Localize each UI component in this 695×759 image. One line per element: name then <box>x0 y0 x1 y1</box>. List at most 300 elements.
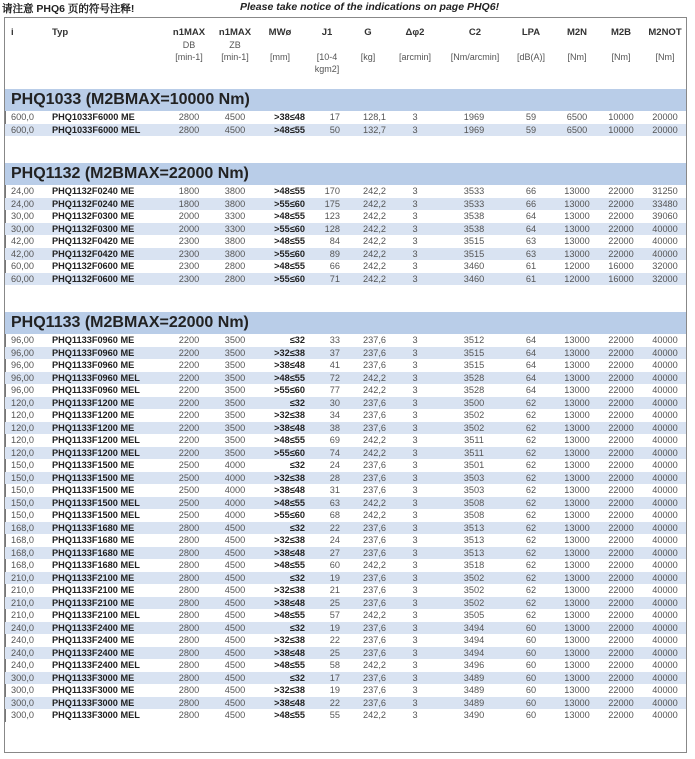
cell-g: 237,6 <box>363 485 386 495</box>
table-row <box>5 684 686 697</box>
table-row <box>5 372 686 385</box>
cell-g: 242,2 <box>363 560 386 570</box>
column-header-i <box>11 27 31 51</box>
cell-lpa: 62 <box>525 497 537 508</box>
cell-mw: >32≤38 <box>274 472 305 483</box>
table-row <box>5 659 686 672</box>
cell-dphi: 3 <box>412 261 418 271</box>
cell-mw: >32≤38 <box>274 685 305 695</box>
cell-zb: 4500 <box>224 522 246 533</box>
cell-c2: 3533 <box>463 198 485 209</box>
column-title: LPA <box>521 27 541 38</box>
cell-zb: 4500 <box>224 622 246 633</box>
column-subtitle <box>601 39 641 51</box>
cell-c2: 3513 <box>463 547 485 558</box>
cell-g: 237,6 <box>363 585 386 595</box>
cell-m2not: 40000 <box>652 435 678 445</box>
cell-lpa: 62 <box>525 572 537 583</box>
cell-m2n: 6500 <box>566 112 588 122</box>
cell-dphi: 3 <box>412 597 418 608</box>
cell-dphi: 3 <box>412 347 418 358</box>
row-marker <box>5 709 6 722</box>
cell-lpa: 64 <box>525 335 537 345</box>
cell-mw: >55≤60 <box>274 273 305 284</box>
column-title: n1MAX <box>172 27 206 38</box>
cell-db: 2800 <box>178 672 200 683</box>
cell-m2n: 13000 <box>564 447 590 458</box>
cell-i: 150,0 <box>11 472 34 483</box>
cell-mw: >48≤55 <box>274 211 305 221</box>
cell-m2not: 39060 <box>652 211 678 221</box>
cell-db: 2800 <box>178 647 200 658</box>
cell-typ: PHQ1133F2100 ME <box>52 572 135 583</box>
cell-dphi: 3 <box>412 112 418 122</box>
cell-g: 242,2 <box>363 223 386 234</box>
cell-c2: 3508 <box>463 497 485 508</box>
cell-c2: 3502 <box>463 422 485 433</box>
cell-dphi: 3 <box>412 124 418 135</box>
cell-m2not: 40000 <box>652 560 678 570</box>
cell-c2: 3500 <box>463 397 485 408</box>
cell-c2: 3528 <box>463 385 485 395</box>
cell-typ: PHQ1133F2100 ME <box>52 597 135 608</box>
cell-dphi: 3 <box>412 522 418 533</box>
cell-zb: 4500 <box>224 112 246 122</box>
cell-m2n: 13000 <box>564 585 590 595</box>
column-unit: [Nm] <box>655 52 675 62</box>
column-header-dphi <box>397 27 433 63</box>
row-marker <box>5 559 6 572</box>
cell-m2b: 22000 <box>608 635 634 645</box>
column-subtitle <box>310 39 344 51</box>
table-row <box>5 509 686 522</box>
cell-j1: 21 <box>329 585 340 595</box>
cell-lpa: 62 <box>525 447 537 458</box>
cell-j1: 74 <box>329 447 340 458</box>
cell-j1: 28 <box>329 472 340 483</box>
cell-c2: 3460 <box>463 261 485 271</box>
cell-zb: 4500 <box>224 535 246 545</box>
cell-m2n: 13000 <box>564 335 590 345</box>
cell-i: 210,0 <box>11 572 34 583</box>
cell-db: 2800 <box>178 112 200 122</box>
cell-lpa: 60 <box>525 710 537 720</box>
cell-g: 242,2 <box>363 372 386 383</box>
cell-mw: ≤32 <box>289 522 305 533</box>
cell-c2: 3502 <box>463 572 485 583</box>
cell-i: 120,0 <box>11 435 34 445</box>
cell-db: 2800 <box>178 685 200 695</box>
cell-m2b: 22000 <box>608 435 634 445</box>
cell-g: 242,2 <box>363 510 386 520</box>
cell-m2not: 32000 <box>652 261 678 271</box>
cell-m2not: 40000 <box>652 397 678 408</box>
cell-lpa: 61 <box>525 273 537 284</box>
cell-zb: 4500 <box>224 597 246 608</box>
cell-m2not: 40000 <box>652 622 678 633</box>
cell-mw: ≤32 <box>289 672 305 683</box>
row-marker <box>5 185 6 198</box>
cell-g: 237,6 <box>363 397 386 408</box>
cell-mw: >38≤48 <box>274 485 305 495</box>
table-row <box>5 534 686 547</box>
cell-m2not: 40000 <box>652 597 678 608</box>
cell-zb: 3800 <box>224 198 246 209</box>
cell-j1: 128 <box>324 223 340 234</box>
cell-typ: PHQ1133F1200 ME <box>52 397 135 408</box>
cell-m2not: 40000 <box>652 223 678 234</box>
cell-dphi: 3 <box>412 460 418 470</box>
cell-m2b: 22000 <box>608 622 634 633</box>
table-row <box>5 397 686 410</box>
cell-i: 300,0 <box>11 685 34 695</box>
cell-dphi: 3 <box>412 622 418 633</box>
cell-typ: PHQ1133F3000 ME <box>52 672 135 683</box>
cell-m2not: 40000 <box>652 485 678 495</box>
cell-j1: 17 <box>329 112 340 122</box>
cell-m2b: 22000 <box>608 610 634 620</box>
cell-j1: 22 <box>329 697 340 708</box>
cell-g: 242,2 <box>363 248 386 259</box>
cell-mw: >48≤55 <box>274 435 305 445</box>
cell-lpa: 62 <box>525 547 537 558</box>
cell-typ: PHQ1133F1500 MEL <box>52 497 140 508</box>
cell-c2: 3489 <box>463 672 485 683</box>
cell-db: 1800 <box>178 186 200 196</box>
cell-typ: PHQ1133F1680 ME <box>52 547 135 558</box>
cell-m2b: 22000 <box>608 672 634 683</box>
cell-typ: PHQ1133F2400 ME <box>52 647 135 658</box>
column-header-j1 <box>310 27 344 75</box>
column-title: J1 <box>321 27 333 38</box>
column-subtitle <box>445 39 505 51</box>
column-header-lpa <box>515 27 547 63</box>
cell-lpa: 62 <box>525 410 537 420</box>
column-subtitle <box>52 39 112 51</box>
table-row <box>5 672 686 685</box>
column-title: M2B <box>610 27 632 38</box>
table-row <box>5 198 686 211</box>
row-marker <box>5 260 6 273</box>
row-marker <box>5 334 6 347</box>
table-row <box>5 522 686 535</box>
cell-j1: 89 <box>329 248 340 259</box>
cell-m2b: 22000 <box>608 422 634 433</box>
cell-lpa: 63 <box>525 248 537 259</box>
cell-mw: >38≤48 <box>274 697 305 708</box>
cell-g: 237,6 <box>363 410 386 420</box>
table-row <box>5 334 686 347</box>
cell-i: 120,0 <box>11 397 34 408</box>
cell-m2b: 22000 <box>608 236 634 246</box>
cell-mw: >55≤60 <box>274 248 305 259</box>
cell-dphi: 3 <box>412 585 418 595</box>
cell-db: 2200 <box>178 422 200 433</box>
cell-g: 242,2 <box>363 186 386 196</box>
column-subtitle <box>515 39 547 51</box>
cell-g: 237,6 <box>363 672 386 683</box>
cell-c2: 3508 <box>463 510 485 520</box>
cell-typ: PHQ1133F3000 MEL <box>52 710 140 720</box>
cell-db: 2300 <box>178 273 200 284</box>
cell-m2b: 22000 <box>608 710 634 720</box>
notice-bar <box>2 1 693 15</box>
cell-c2: 3505 <box>463 610 485 620</box>
cell-zb: 3500 <box>224 410 246 420</box>
cell-db: 2800 <box>178 522 200 533</box>
cell-j1: 24 <box>329 535 340 545</box>
cell-i: 120,0 <box>11 422 34 433</box>
column-title: MWø <box>268 27 292 38</box>
cell-m2n: 13000 <box>564 435 590 445</box>
column-unit: [10-4 kgm2] <box>314 52 340 74</box>
cell-typ: PHQ1133F1200 ME <box>52 422 135 433</box>
cell-db: 2000 <box>178 223 200 234</box>
cell-j1: 170 <box>324 186 340 196</box>
cell-m2not: 40000 <box>652 347 678 358</box>
cell-j1: 33 <box>329 335 340 345</box>
cell-zb: 2800 <box>224 273 246 284</box>
cell-db: 2800 <box>178 697 200 708</box>
cell-j1: 60 <box>329 560 340 570</box>
cell-j1: 175 <box>324 198 340 209</box>
cell-typ: PHQ1133F1680 MEL <box>52 560 140 570</box>
cell-dphi: 3 <box>412 422 418 433</box>
cell-g: 237,6 <box>363 635 386 645</box>
cell-c2: 3515 <box>463 360 485 370</box>
row-marker <box>5 210 6 223</box>
cell-mw: >38≤48 <box>274 112 305 122</box>
cell-m2not: 40000 <box>652 447 678 458</box>
cell-zb: 4500 <box>224 660 246 670</box>
cell-zb: 3800 <box>224 248 246 259</box>
cell-db: 2300 <box>178 236 200 246</box>
cell-i: 240,0 <box>11 635 34 645</box>
cell-m2n: 13000 <box>564 710 590 720</box>
cell-i: 150,0 <box>11 497 34 508</box>
cell-g: 242,2 <box>363 610 386 620</box>
cell-dphi: 3 <box>412 485 418 495</box>
cell-zb: 4500 <box>224 560 246 570</box>
column-header-m2n <box>557 27 597 63</box>
cell-zb: 4500 <box>224 572 246 583</box>
column-unit: [arcmin] <box>398 52 431 62</box>
cell-j1: 58 <box>329 660 340 670</box>
cell-i: 30,00 <box>11 211 34 221</box>
cell-db: 2300 <box>178 261 200 271</box>
cell-c2: 3538 <box>463 223 485 234</box>
table-row <box>5 111 686 124</box>
cell-typ: PHQ1133F2100 ME <box>52 585 135 595</box>
cell-mw: ≤32 <box>289 622 305 633</box>
cell-m2not: 40000 <box>652 685 678 695</box>
column-unit: [min-1] <box>221 52 249 62</box>
column-subtitle <box>350 39 386 51</box>
cell-m2b: 16000 <box>608 273 634 284</box>
column-header-db <box>169 27 209 63</box>
cell-m2b: 22000 <box>608 248 634 259</box>
cell-j1: 25 <box>329 647 340 658</box>
cell-m2not: 40000 <box>652 572 678 583</box>
column-header-zb <box>215 27 255 63</box>
cell-m2not: 40000 <box>652 610 678 620</box>
cell-typ: PHQ1132F0420 ME <box>52 248 135 259</box>
cell-typ: PHQ1133F1200 ME <box>52 410 135 420</box>
cell-g: 237,6 <box>363 335 386 345</box>
cell-zb: 4500 <box>224 635 246 645</box>
cell-lpa: 62 <box>525 422 537 433</box>
cell-c2: 3489 <box>463 685 485 695</box>
cell-zb: 4500 <box>224 710 246 720</box>
cell-mw: >55≤60 <box>274 447 305 458</box>
cell-c2: 3533 <box>463 186 485 196</box>
cell-j1: 24 <box>329 460 340 470</box>
cell-c2: 3528 <box>463 372 485 383</box>
cell-zb: 4500 <box>224 547 246 558</box>
cell-j1: 30 <box>329 397 340 408</box>
cell-zb: 4000 <box>224 472 246 483</box>
cell-m2not: 40000 <box>652 522 678 533</box>
cell-m2n: 13000 <box>564 535 590 545</box>
cell-m2b: 22000 <box>608 335 634 345</box>
cell-lpa: 60 <box>525 660 537 670</box>
cell-lpa: 60 <box>525 622 537 633</box>
cell-mw: >55≤60 <box>274 198 305 209</box>
cell-i: 96,00 <box>11 347 34 358</box>
cell-lpa: 59 <box>525 112 537 122</box>
cell-typ: PHQ1132F0420 ME <box>52 236 135 246</box>
table-body <box>5 88 686 722</box>
cell-lpa: 63 <box>525 236 537 246</box>
spec-table <box>4 17 687 753</box>
cell-g: 237,6 <box>363 460 386 470</box>
cell-m2not: 40000 <box>652 248 678 259</box>
cell-m2not: 40000 <box>652 460 678 470</box>
cell-typ: PHQ1133F0960 MEL <box>52 372 140 383</box>
column-unit: [kg] <box>360 52 376 62</box>
cell-typ: PHQ1133F0960 ME <box>52 360 135 370</box>
cell-db: 2300 <box>178 248 200 259</box>
cell-i: 168,0 <box>11 547 34 558</box>
cell-i: 150,0 <box>11 485 34 495</box>
cell-m2b: 22000 <box>608 560 634 570</box>
cell-i: 168,0 <box>11 560 34 570</box>
table-row <box>5 273 686 286</box>
table-row <box>5 634 686 647</box>
cell-m2b: 22000 <box>608 547 634 558</box>
cell-m2n: 13000 <box>564 485 590 495</box>
cell-mw: >55≤60 <box>274 223 305 234</box>
cell-lpa: 62 <box>525 610 537 620</box>
row-marker <box>5 359 6 372</box>
cell-j1: 38 <box>329 422 340 433</box>
table-row <box>5 347 686 360</box>
column-header-c2 <box>445 27 505 63</box>
cell-dphi: 3 <box>412 335 418 345</box>
cell-c2: 3460 <box>463 273 485 284</box>
cell-lpa: 64 <box>525 372 537 383</box>
cell-zb: 4500 <box>224 585 246 595</box>
cell-dphi: 3 <box>412 685 418 695</box>
cell-m2n: 13000 <box>564 223 590 234</box>
cell-typ: PHQ1133F1500 ME <box>52 460 135 470</box>
table-row <box>5 484 686 497</box>
section-title: PHQ1033 (M2BMAX=10000 Nm) <box>5 89 686 111</box>
cell-c2: 3503 <box>463 485 485 495</box>
section-title: PHQ1132 (M2BMAX=22000 Nm) <box>5 163 686 185</box>
cell-m2n: 13000 <box>564 460 590 470</box>
cell-j1: 66 <box>329 261 340 271</box>
table-row <box>5 459 686 472</box>
table-row <box>5 248 686 261</box>
cell-zb: 4500 <box>224 672 246 683</box>
cell-dphi: 3 <box>412 697 418 708</box>
cell-m2n: 13000 <box>564 211 590 221</box>
cell-j1: 71 <box>329 273 340 284</box>
cell-zb: 3300 <box>224 211 246 221</box>
cell-m2b: 22000 <box>608 460 634 470</box>
row-marker <box>5 634 6 647</box>
cell-m2not: 40000 <box>652 372 678 383</box>
cell-c2: 3512 <box>463 335 485 345</box>
cell-dphi: 3 <box>412 198 418 209</box>
column-unit: [Nm] <box>567 52 587 62</box>
cell-dphi: 3 <box>412 672 418 683</box>
cell-dphi: 3 <box>412 248 418 259</box>
cell-m2b: 22000 <box>608 360 634 370</box>
cell-g: 237,6 <box>363 347 386 358</box>
table-row <box>5 260 686 273</box>
row-marker <box>5 609 6 622</box>
column-subtitle <box>255 39 305 51</box>
cell-db: 2800 <box>178 635 200 645</box>
cell-m2not: 40000 <box>652 422 678 433</box>
cell-db: 2800 <box>178 124 200 135</box>
cell-m2not: 32000 <box>652 273 678 284</box>
cell-m2not: 40000 <box>652 635 678 645</box>
cell-m2n: 13000 <box>564 647 590 658</box>
cell-mw: >48≤55 <box>274 710 305 720</box>
cell-lpa: 62 <box>525 597 537 608</box>
cell-lpa: 64 <box>525 347 537 358</box>
cell-c2: 3494 <box>463 635 485 645</box>
cell-i: 24,00 <box>11 186 34 196</box>
column-header-typ <box>52 27 112 51</box>
cell-m2n: 6500 <box>566 124 588 135</box>
cell-mw: >48≤55 <box>274 186 305 196</box>
cell-j1: 34 <box>329 410 340 420</box>
column-subtitle <box>11 39 31 51</box>
cell-dphi: 3 <box>412 236 418 246</box>
cell-m2n: 13000 <box>564 198 590 209</box>
cell-m2not: 20000 <box>652 112 678 122</box>
cell-db: 2500 <box>178 510 200 520</box>
cell-lpa: 62 <box>525 585 537 595</box>
cell-m2n: 12000 <box>564 261 590 271</box>
cell-mw: ≤32 <box>289 572 305 583</box>
cell-m2n: 13000 <box>564 547 590 558</box>
column-title: M2NOT <box>648 27 682 38</box>
cell-dphi: 3 <box>412 410 418 420</box>
column-header-mw <box>255 27 305 63</box>
cell-j1: 19 <box>329 572 340 583</box>
section-spacer <box>5 136 686 162</box>
cell-db: 1800 <box>178 198 200 209</box>
cell-i: 42,00 <box>11 248 34 259</box>
cell-g: 242,2 <box>363 435 386 445</box>
cell-typ: PHQ1133F1500 ME <box>52 472 135 483</box>
cell-zb: 4000 <box>224 510 246 520</box>
